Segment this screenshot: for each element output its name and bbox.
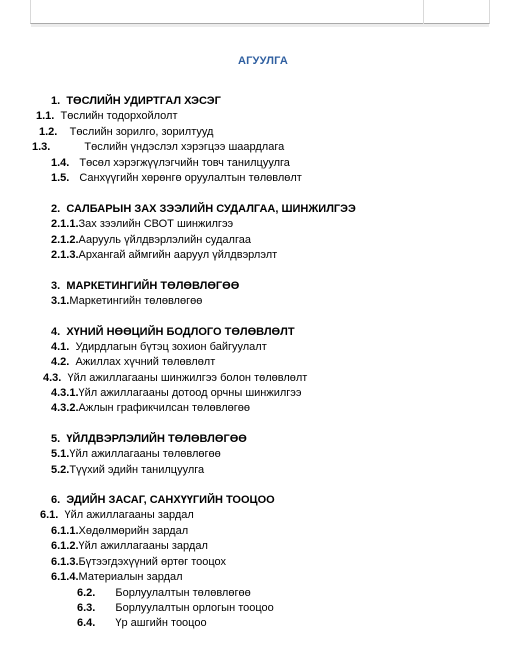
toc-item-6-1[interactable]	[40, 508, 194, 522]
toc-item-2-1-2[interactable]	[51, 233, 251, 247]
section-number: 5.	[51, 433, 61, 445]
item-number: 6.1.2.	[51, 540, 79, 552]
item-number: 2.1.3.	[51, 249, 79, 261]
section-title: ТӨСЛИЙН УДИРТГАЛ ХЭСЭГ	[66, 95, 221, 107]
toc-item-5-1[interactable]	[51, 447, 221, 461]
item-number: 5.2.	[51, 464, 70, 476]
item-number: 1.2.	[39, 126, 58, 138]
toc-item-4-3-2[interactable]	[51, 401, 250, 415]
toc-item-6-4[interactable]	[77, 616, 207, 630]
item-label: Үйл ажиллагааны шинжилгээ болон төлөвлөлт	[67, 372, 308, 384]
toc-item-1-5[interactable]	[51, 171, 302, 185]
table-bottom-shadow	[31, 24, 489, 27]
toc-item-6-2[interactable]	[77, 586, 251, 600]
item-label: Төсөл хэрэгжүүлэгчийн товч танилцуулга	[79, 157, 290, 169]
table-cell-divider	[423, 0, 424, 24]
item-label: Архангай аймгийн ааруул үйлдвэрлэлт	[78, 249, 278, 261]
item-number: 5.1.	[51, 448, 70, 460]
item-number: 4.3.2.	[51, 402, 79, 414]
item-number: 6.2.	[77, 587, 96, 599]
item-number: 3.1.	[51, 295, 70, 307]
toc-item-6-1-4[interactable]	[51, 570, 183, 584]
section-number: 1.	[51, 95, 61, 107]
item-label: Ажлын графикчилсан төлөвлөгөө	[78, 402, 251, 414]
section-number: 2.	[51, 203, 61, 215]
toc-item-1-3[interactable]	[32, 140, 284, 154]
item-number: 2.1.1.	[51, 218, 79, 230]
item-number: 4.2.	[51, 356, 70, 368]
item-number: 6.1.1.	[51, 525, 79, 537]
item-number: 1.1.	[36, 110, 55, 122]
toc-item-4-3[interactable]	[43, 371, 307, 385]
item-label: Материалын зардал	[78, 571, 183, 583]
item-number: 6.4.	[77, 617, 96, 629]
toc-section-6[interactable]	[51, 493, 275, 507]
toc-item-4-3-1[interactable]	[51, 386, 302, 400]
toc-section-1[interactable]	[51, 94, 221, 108]
item-number: 1.5.	[51, 172, 70, 184]
toc-item-6-1-2[interactable]	[51, 539, 208, 553]
section-number: 3.	[51, 280, 61, 292]
item-label: Төслийн зорилго, зорилтууд	[69, 126, 214, 138]
section-title: ХҮНИЙ НӨӨЦИЙН БОДЛОГО ТӨЛӨВЛӨЛТ	[66, 326, 295, 338]
toc-item-1-2[interactable]	[39, 125, 213, 139]
item-label: Үйл ажиллагааны зардал	[64, 509, 194, 521]
item-number: 4.1.	[51, 341, 70, 353]
item-label: Борлуулалтын орлогын тооцоо	[115, 602, 274, 614]
item-number: 6.1.4.	[51, 571, 79, 583]
item-number: 2.1.2.	[51, 234, 79, 246]
header-table-fragment	[30, 0, 490, 24]
item-label: Үйл ажиллагааны дотоод орчны шинжилгээ	[78, 387, 302, 399]
item-number: 6.1.3.	[51, 556, 79, 568]
toc-item-6-1-1[interactable]	[51, 524, 188, 538]
toc-item-2-1-1[interactable]	[51, 217, 233, 231]
item-label: Төслийн тодорхойлолт	[60, 110, 178, 122]
item-label: Бүтээгдэхүүний өртөг тооцох	[78, 556, 227, 568]
toc-item-3-1[interactable]	[51, 294, 202, 308]
item-label: Ажиллах хүчний төлөвлөлт	[75, 356, 216, 368]
item-label: Үйл ажиллагааны төлөвлөгөө	[69, 448, 221, 460]
section-title: МАРКЕТИНГИЙН ТӨЛӨВЛӨГӨӨ	[66, 280, 240, 292]
toc-title: АГУУЛГА	[237, 55, 289, 67]
item-label: Үр ашгийн тооцоо	[115, 617, 207, 629]
toc-item-6-1-3[interactable]	[51, 555, 226, 569]
toc-item-1-1[interactable]	[36, 109, 178, 123]
toc-item-1-4[interactable]	[51, 156, 290, 170]
toc-section-3[interactable]	[51, 279, 239, 293]
item-label: Удирдлагын бүтэц зохион байгуулалт	[75, 341, 267, 353]
item-label: Зах зээлийн СВОТ шинжилгээ	[78, 218, 234, 230]
item-label: Төслийн үндэслэл хэрэгцээ шаардлага	[84, 141, 285, 153]
toc-item-6-3[interactable]	[77, 601, 274, 615]
item-number: 1.3.	[32, 141, 51, 153]
section-number: 6.	[51, 494, 61, 506]
toc-section-5[interactable]	[51, 432, 247, 446]
item-label: Маркетингийн төлөвлөгөө	[69, 295, 203, 307]
toc-section-2[interactable]	[51, 202, 356, 216]
item-number: 6.3.	[77, 602, 96, 614]
item-number: 6.1.	[40, 509, 59, 521]
item-label: Санхүүгийн хөрөнгө оруулалтын төлөвлөлт	[79, 172, 302, 184]
section-number: 4.	[51, 326, 61, 338]
section-title: САЛБАРЫН ЗАХ ЗЭЭЛИЙН СУДАЛГАА, ШИНЖИЛГЭЭ	[66, 203, 356, 215]
section-title: ЭДИЙН ЗАСАГ, САНХҮҮГИЙН ТООЦОО	[66, 494, 275, 506]
item-number: 4.3.	[43, 372, 62, 384]
section-title: ҮЙЛДВЭРЛЭЛИЙН ТӨЛӨВЛӨГӨӨ	[66, 433, 247, 445]
toc-item-2-1-3[interactable]	[51, 248, 277, 262]
toc-item-4-2[interactable]	[51, 355, 215, 369]
toc-section-4[interactable]	[51, 325, 295, 339]
item-number: 1.4.	[51, 157, 70, 169]
item-label: Борлуулалтын төлөвлөгөө	[115, 587, 251, 599]
item-label: Аарууль үйлдвэрлэлийн судалгаа	[78, 234, 251, 246]
item-label: Түүхий эдийн танилцуулга	[69, 464, 205, 476]
item-label: Үйл ажиллагааны зардал	[78, 540, 208, 552]
item-number: 4.3.1.	[51, 387, 79, 399]
item-label: Хөдөлмөрийн зардал	[78, 525, 189, 537]
toc-item-5-2[interactable]	[51, 463, 204, 477]
toc-item-4-1[interactable]	[51, 340, 267, 354]
